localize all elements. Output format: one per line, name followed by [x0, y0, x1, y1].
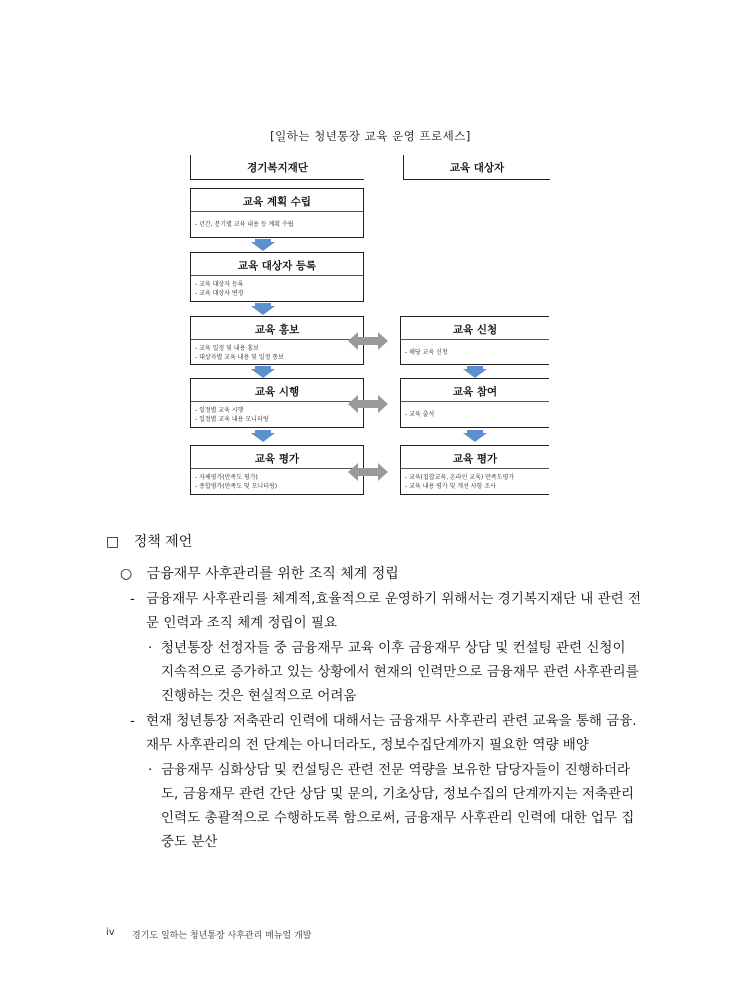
footer-text: 경기도 일하는 청년통장 사후관리 매뉴얼 개발 — [132, 931, 312, 941]
paragraph-2-line-1: 현재 청년통장 저축관리 인력에 대해서는 금융재무 사후관리 관련 교육을 통해 금융. — [146, 713, 637, 729]
box-title: 교육 대상자 등록 — [237, 260, 317, 272]
box-item: - 교육 일정 및 내용 홍보 — [195, 345, 259, 352]
box-items — [195, 280, 359, 298]
down-arrow-icon — [463, 430, 487, 442]
box-title: 교육 계획 수립 — [242, 196, 312, 208]
box-evaluation-left — [190, 445, 364, 495]
down-arrow-icon — [251, 430, 275, 442]
box-target-registration — [190, 252, 364, 302]
bullet-1-line-2: 지속적으로 증가하고 있는 상황에서 현재의 인력만으로 금융재무 관련 사후관리를 — [161, 664, 639, 680]
bullet-2-line-3: 인력도 총괄적으로 수행하도록 함으로써, 금융재무 사후관리 인력에 대한 업무 집 — [161, 810, 635, 826]
box-items — [405, 410, 545, 419]
box-application — [400, 316, 549, 365]
right-column-header-label: 교육 대상자 — [449, 161, 505, 174]
box-title: 교육 홍보 — [254, 324, 300, 336]
double-arrow-icon — [348, 395, 388, 413]
box-item: - 교육 출석 — [405, 411, 435, 418]
box-item: - 자체평가(만족도 평가) — [195, 474, 258, 481]
bullet-2-marker: · — [148, 762, 153, 778]
left-column-header — [190, 155, 364, 180]
right-column-header — [403, 155, 550, 180]
bullet-1-line-3: 진행하는 것은 현실적으로 어려움 — [161, 688, 357, 704]
subsection-heading — [120, 562, 399, 586]
down-arrow-icon — [251, 366, 275, 378]
bullet-1-marker: · — [148, 640, 153, 656]
bullet-2-line-2: 도, 금융재무 관련 간단 상담 및 문의, 기초상담, 정보수집의 단계까지는 저축관리 — [161, 786, 635, 802]
box-item: - 일정별 교육 내용 모니터링 — [195, 416, 269, 423]
double-arrow-icon — [348, 463, 388, 481]
down-arrow-icon — [251, 303, 275, 315]
box-item: - 해당 교육 신청 — [405, 349, 448, 356]
box-item: - 교육 대상자 변경 — [195, 290, 244, 297]
paragraph-1-marker: - — [130, 591, 135, 607]
down-arrow-icon — [251, 239, 275, 251]
section-title: 정책 제언 — [133, 534, 193, 550]
box-item: - 일정별 교육 시행 — [195, 407, 244, 414]
box-title: 교육 평가 — [254, 453, 300, 465]
box-participation — [400, 378, 549, 428]
box-item: - 종합평가(만족도 및 모니터링) — [195, 483, 278, 490]
box-evaluation-right — [400, 445, 549, 495]
box-items — [405, 348, 545, 357]
box-title: 교육 시행 — [254, 386, 300, 398]
box-title: 교육 평가 — [452, 453, 498, 465]
section-marker: □ — [106, 534, 120, 550]
bullet-1-line-1: 청년통장 선정자들 중 금융재무 교육 이후 금융재무 상담 및 컨설팅 관련 신청이 — [161, 640, 626, 656]
box-item: - 년간, 분기별 교육 내용 등 계획 수립 — [195, 221, 294, 228]
box-items — [195, 473, 359, 491]
paragraph-2-marker: - — [130, 713, 135, 729]
left-column-header-label: 경기복지재단 — [247, 161, 308, 174]
bullet-2-line-1: 금융재무 심화상담 및 컨설팅은 관련 전문 역량을 보유한 담당자들이 진행하더라 — [161, 762, 630, 778]
box-execution — [190, 378, 364, 428]
paragraph-1-line-1: 금융재무 사후관리를 체계적,효율적으로 운영하기 위해서는 경기복지재단 내 관련 전 — [146, 591, 642, 607]
section-heading — [106, 530, 192, 554]
page-number: iv — [106, 927, 115, 938]
box-education-plan — [190, 188, 364, 238]
box-item: - 교육 내용 평가 및 개선 사항 조사 — [405, 483, 496, 490]
bullet-2-line-4: 중도 분산 — [161, 834, 218, 850]
box-items — [195, 344, 359, 362]
box-items — [195, 220, 359, 229]
paragraph-1-line-2: 문 인력과 조직 체계 정립이 필요 — [146, 615, 337, 631]
down-arrow-icon — [463, 366, 487, 378]
double-arrow-icon — [348, 332, 388, 350]
box-title: 교육 신청 — [452, 324, 498, 336]
paragraph-2-line-2: 재무 사후관리의 전 단계는 아니더라도, 정보수집단계까지 필요한 역량 배양 — [146, 737, 589, 753]
box-title: 교육 참여 — [452, 386, 498, 398]
box-promotion — [190, 316, 364, 365]
box-item: - 대상자별 교육 내용 및 일정 통보 — [195, 354, 284, 361]
subsection-marker: ○ — [120, 566, 133, 582]
box-items — [195, 406, 359, 424]
box-item: - 교육 대상자 등록 — [195, 281, 244, 288]
diagram-title: [일하는 청년통장 교육 운영 프로세스] — [270, 129, 471, 143]
box-item: - 교육(집합교육, 온라인 교육) 만족도평가 — [405, 474, 515, 481]
subsection-title: 금융재무 사후관리를 위한 조직 체계 정립 — [146, 566, 399, 582]
box-items — [405, 473, 545, 491]
